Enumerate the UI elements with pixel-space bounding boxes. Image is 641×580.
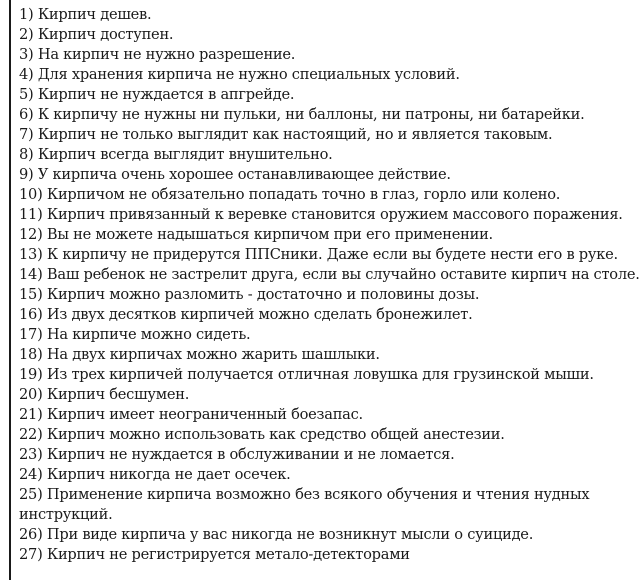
list-item-27: 27) Кирпич не регистрируется метало-детекторами <box>19 546 410 563</box>
list-item-23: 23) Кирпич не нуждается в обслуживании и не ломается. <box>19 446 455 463</box>
list-item-9: 9) У кирпича очень хорошее останавливающее действие. <box>19 166 451 183</box>
list-item-18: 18) На двух кирпичах можно жарить шашлыки. <box>19 346 380 363</box>
list-item-19: 19) Из трех кирпичей получается отличная ловушка для грузинской мыши. <box>19 366 594 383</box>
list-item-22: 22) Кирпич можно использовать как средство общей анестезии. <box>19 426 505 443</box>
list-item-15: 15) Кирпич можно разломить - достаточно и половины дозы. <box>19 286 480 303</box>
list-item-20: 20) Кирпич бесшумен. <box>19 386 190 403</box>
list-item-5: 5) Кирпич не нуждается в апгрейде. <box>19 86 295 103</box>
list-item-14: 14) Ваш ребенок не застрелит друга, если вы случайно оставите кирпич на столе. <box>19 266 640 283</box>
list-item-6: 6) К кирпичу не нужны ни пульки, ни баллоны, ни патроны, ни батарейки. <box>19 106 585 123</box>
list-item-12: 12) Вы не можете надышаться кирпичом при его применении. <box>19 226 493 243</box>
list-item-21: 21) Кирпич имеет неограниченный боезапас. <box>19 406 363 423</box>
list-item-3: 3) На кирпич не нужно разрешение. <box>19 46 296 63</box>
list-item-8: 8) Кирпич всегда выглядит внушительно. <box>19 146 333 163</box>
list-item-1: 1) Кирпич дешев. <box>19 6 152 23</box>
list-item-26: 26) При виде кирпича у вас никогда не возникнут мысли о суициде. <box>19 526 534 543</box>
document-page <box>9 0 641 580</box>
list-item-13: 13) К кирпичу не придерутся ППСники. Даже если вы будете нести его в руке. <box>19 246 618 263</box>
list-item-24: 24) Кирпич никогда не дает осечек. <box>19 466 291 483</box>
list-item-10: 10) Кирпичом не обязательно попадать точно в глаз, горло или колено. <box>19 186 561 203</box>
list-item-16: 16) Из двух десятков кирпичей можно сделать бронежилет. <box>19 306 473 323</box>
list-item-7: 7) Кирпич не только выглядит как настоящий, но и является таковым. <box>19 126 553 143</box>
list-item-11: 11) Кирпич привязанный к веревке становится оружием массового поражения. <box>19 206 623 223</box>
list-item-4: 4) Для хранения кирпича не нужно специальных условий. <box>19 66 460 83</box>
list-item-25: 25) Применение кирпича возможно без всякого обучения и чтения нудных инструкций. <box>19 486 590 523</box>
list-item-2: 2) Кирпич доступен. <box>19 26 174 43</box>
numbered-list <box>19 5 641 565</box>
list-item-17: 17) На кирпиче можно сидеть. <box>19 326 251 343</box>
